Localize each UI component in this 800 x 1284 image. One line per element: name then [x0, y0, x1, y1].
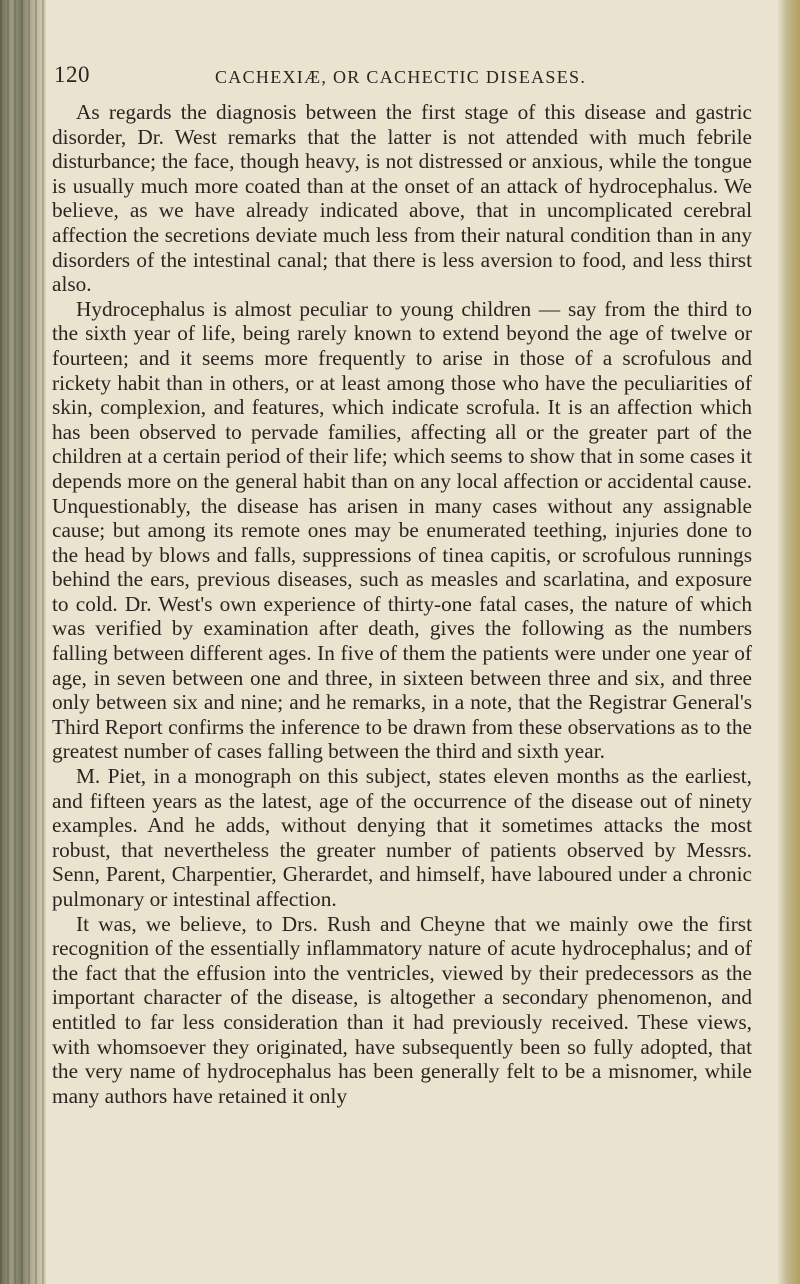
paragraph-piet: M. Piet, in a monograph on this subject, states eleven months as the earliest, and fifteen years as the latest, age of the occurrence of the disease out of ninety examples. And he adds, without denying that it sometimes attacks the most robust, that nevertheless the greater number of patients observed by Messrs. Senn, Parent, Charpentier, Gherardet, and himself, have laboured under a chronic pulmonary or intestinal affection. [52, 764, 752, 911]
running-head [52, 56, 752, 100]
page-number: 120 [54, 62, 90, 87]
running-title: CACHEXIÆ, OR CACHECTIC DISEASES. [215, 67, 587, 87]
paragraph-rush-cheyne: It was, we believe, to Drs. Rush and Cheyne that we mainly owe the first recognition of the essentially inflammatory nature of acute hydrocephalus; and of the fact that the effusion into the ventricles, viewed by their predecessors as the important character of the disease, is altogether a secondary phenomenon, and entitled to far less consideration than it had previously received. These views, with whomsoever they originated, have subsequently been so fully adopted, that the very name of hydrocephalus has been generally felt to be a misnomer, while many authors have retained it only [52, 911, 752, 1108]
page-edge [778, 0, 800, 1284]
book-page [52, 56, 752, 1276]
paragraph-age-incidence: Hydrocephalus is almost peculiar to young children — say from the third to the sixth year of life, being rarely known to extend beyond the age of twelve or fourteen; and it seems more frequently to arise in those of a scrofulous and rickety habit than in others, or at least among those who have the peculiarities of skin, complexion, and features, which indicate scrofula. It is an affection which has been observed to pervade families, affecting all or the greater part of the children at a certain period of their life; which seems to show that in some cases it depends more on the general habit than on any local affection or accidental cause. Unquestionably, the disease has arisen in many cases without any assignable cause; but among its remote ones may be enumerated teething, injuries done to the head by blows and falls, suppressions of tinea capitis, or scrofulous runnings behind the ears, previous diseases, such as measles and scarlatina, and exposure to cold. Dr. West's own experience of thirty-one fatal cases, the nature of which was verified by examination after death, gives the following as the numbers falling between different ages. In five of them the patients were under one year of age, in seven between one and three, in sixteen between three and six, and three only between six and nine; and he remarks, in a note, that the Registrar General's Third Report confirms the inference to be drawn from these observations as to the greatest number of cases falling between the third and sixth year. [52, 296, 752, 764]
paragraph-diagnosis: As regards the diagnosis between the first stage of this disease and gastric disorder, Dr. West remarks that the latter is not attended with much febrile disturbance; the face, though heavy, is not distressed or anxious, while the tongue is usually much more coated than at the onset of an attack of hydrocephalus. We believe, as we have already indicated above, that in uncomplicated cerebral affection the secretions deviate much less from their natural condition than in any disorders of the intestinal canal; that there is less aversion to food, and less thirst also. [52, 100, 752, 297]
book-gutter [0, 0, 46, 1284]
